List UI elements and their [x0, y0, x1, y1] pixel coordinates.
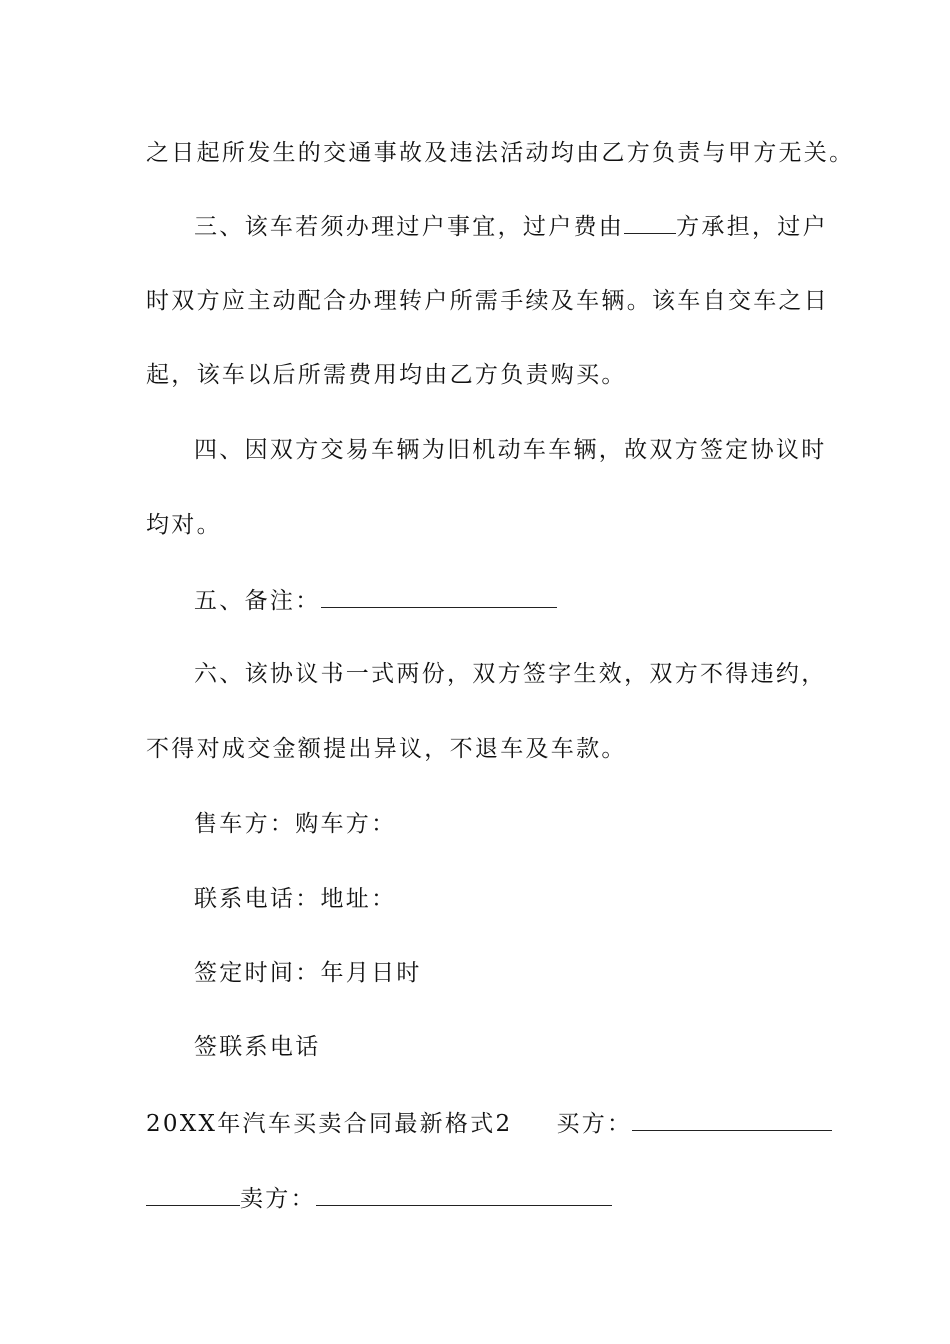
paragraph-line: 不得对成交金额提出异议，不退车及车款。 [146, 736, 627, 762]
clause-five-remarks: 五、备注： [194, 585, 557, 616]
paragraph-line: 起，该车以后所需费用均由乙方负责购买。 [146, 362, 627, 388]
paragraph-line: 之日起所发生的交通事故及违法活动均由乙方负责与甲方无关。 [146, 140, 855, 166]
leading-blank [146, 1183, 240, 1206]
paragraph-line: 均对。 [146, 512, 222, 538]
clause-four-line: 四、因双方交易车辆为旧机动车车辆，故双方签定协议时 [194, 437, 827, 463]
sign-time-line: 签定时间：年月日时 [194, 960, 422, 986]
clause-six-line: 六、该协议书一式两份，双方签字生效，双方不得违约， [194, 661, 827, 687]
seller-buyer-line: 售车方：购车方： [194, 811, 397, 837]
seller-line: 卖方： [146, 1183, 612, 1214]
contract-title: 20XX年汽车买卖合同最新格式2 [146, 1111, 513, 1137]
paragraph-line: 时双方应主动配合办理转户所需手续及车辆。该车自交车之日 [146, 288, 830, 314]
sign-contact-line: 签联系电话 [194, 1034, 321, 1060]
remarks-blank [321, 585, 557, 608]
clause-three-line: 三、该车若须办理过户事宜，过户费由 方承担，过户 [194, 211, 828, 242]
contact-address-line: 联系电话：地址： [194, 886, 397, 912]
buyer-blank [632, 1108, 832, 1131]
fill-blank-fee-party [624, 211, 676, 234]
seller-blank [316, 1183, 612, 1206]
contract-title-line: 20XX年汽车买卖合同最新格式2 买方： [146, 1108, 832, 1139]
